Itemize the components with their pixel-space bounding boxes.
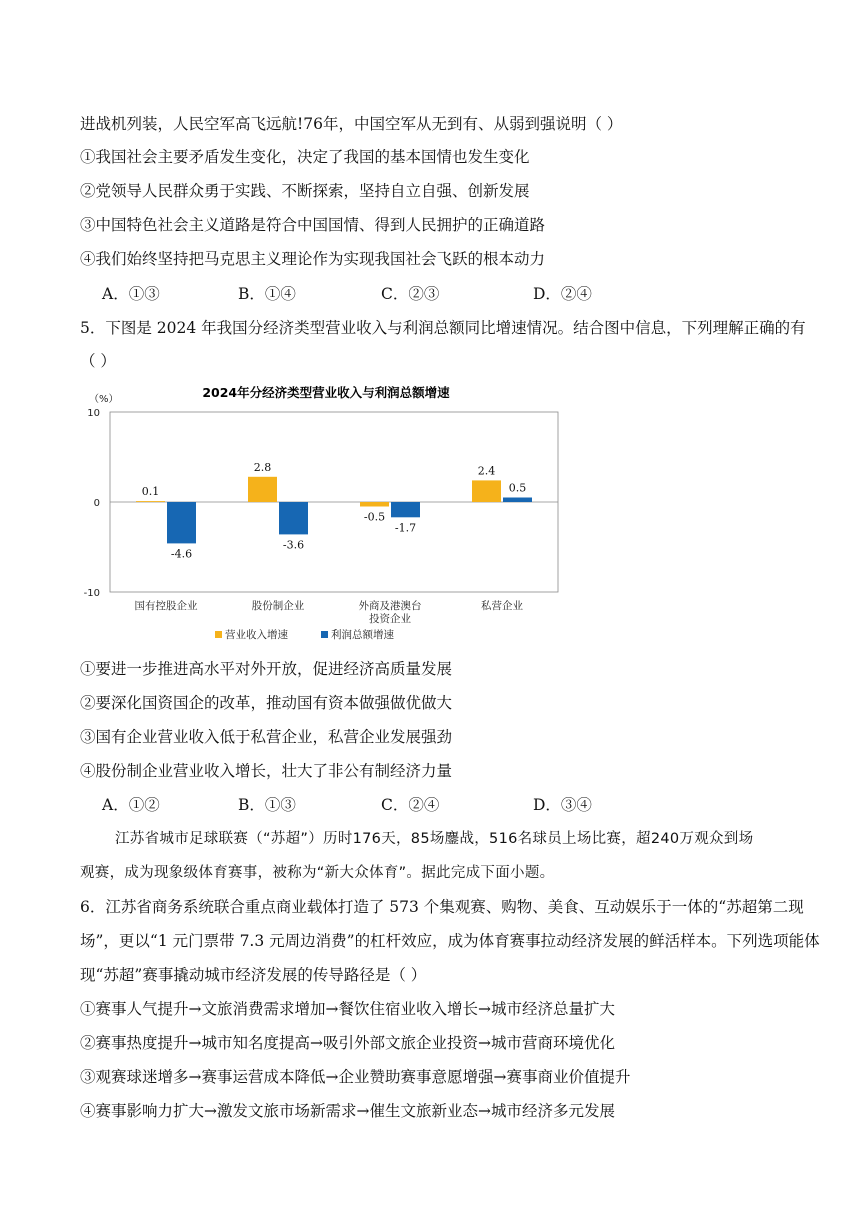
- y-tick-label: 10: [87, 408, 100, 419]
- profit-growth-bar: [391, 502, 420, 517]
- q5-stem-line-1: 5．下图是 2024 年我国分经济类型营业收入与利润总额同比增速情况。结合图中信息，下列理解正确的有: [80, 319, 806, 337]
- q4-statement-3: ③中国特色社会主义道路是符合中国国情、得到人民拥护的正确道路: [80, 216, 546, 234]
- passage-line-2: 观赛，成为现象级体育赛事，被称为“新大众体育”。据此完成下面小题。: [80, 865, 555, 881]
- bar-value-label: -3.6: [282, 538, 305, 552]
- q5-statement-4: ④股份制企业营业收入增长，壮大了非公有制经济力量: [80, 762, 453, 780]
- q6-statement-3: ③观赛球迷增多→赛事运营成本降低→企业赞助赛事意愿增强→赛事商业价值提升: [80, 1068, 631, 1086]
- q4-statement-1: ①我国社会主要矛盾发生变化，决定了我国的基本国情也发生变化: [80, 148, 530, 166]
- revenue-growth-bar: [136, 501, 165, 502]
- category-label: 股份制企业: [251, 600, 305, 612]
- profit-growth-bar: [279, 502, 308, 534]
- bar-value-label: -0.5: [363, 510, 386, 524]
- q5-option-c[interactable]: C．②④: [381, 796, 440, 814]
- q6-statement-1: ①赛事人气提升→文旅消费需求增加→餐饮住宿业收入增长→城市经济总量扩大: [80, 1000, 615, 1018]
- legend-swatch-profit: [321, 631, 328, 638]
- category-label: 私营企业: [481, 600, 523, 612]
- legend-label-profit: 利润总额增速: [331, 629, 394, 641]
- q5-statement-2: ②要深化国资国企的改革，推动国有资本做强做优做大: [80, 694, 453, 712]
- y-tick-label: 0: [93, 498, 100, 509]
- category-label: 外商及港澳台: [358, 600, 422, 612]
- y-axis-unit: （%）: [89, 394, 119, 405]
- plot-area: [110, 412, 558, 625]
- q6-stem-line-1: 6．江苏省商务系统联合重点商业载体打造了 573 个集观赛、购物、美食、互动娱乐于一体的“苏超第二现: [80, 898, 804, 916]
- bar-value-label: 2.8: [253, 460, 272, 474]
- bar-value-label: -4.6: [170, 547, 193, 561]
- category-label: 投资企业: [369, 613, 411, 625]
- q5-statement-1: ①要进一步推进高水平对外开放，促进经济高质量发展: [80, 660, 453, 678]
- q6-stem-line-3: 现“苏超”赛事撬动城市经济发展的传导路径是（ ）: [80, 966, 427, 984]
- revenue-growth-bar: [360, 502, 389, 507]
- q6-statement-2: ②赛事热度提升→城市知名度提高→吸引外部文旅企业投资→城市营商环境优化: [80, 1034, 615, 1052]
- legend-label-revenue: 营业收入增速: [225, 629, 288, 641]
- bar-value-label: -1.7: [394, 521, 417, 535]
- q4-option-a[interactable]: A．①③: [102, 285, 160, 303]
- revenue-growth-bar: [248, 477, 277, 502]
- growth-chart: [76, 378, 564, 650]
- passage-line-1: 江苏省城市足球联赛（“苏超”）历时176天，85场鏖战，516名球员上场比赛，超240万观众到场: [115, 831, 754, 847]
- bar-value-label: 0.1: [141, 485, 160, 499]
- q4-statement-4: ④我们始终坚持把马克思主义理论作为实现我国社会飞跃的根本动力: [80, 250, 546, 268]
- category-label: 国有控股企业: [134, 600, 198, 612]
- chart-title: 2024年分经济类型营业收入与利润总额增速: [202, 385, 450, 400]
- bar-value-label: 2.4: [477, 464, 496, 478]
- q4-stem-tail: 进战机列装，人民空军高飞远航!76年，中国空军从无到有、从弱到强说明（ ）: [80, 115, 623, 133]
- q4-statement-2: ②党领导人民群众勇于实践、不断探索，坚持自立自强、创新发展: [80, 182, 530, 200]
- legend-swatch-revenue: [215, 631, 222, 638]
- q4-option-b[interactable]: B．①④: [238, 285, 296, 303]
- revenue-growth-bar: [472, 480, 501, 502]
- q4-option-d[interactable]: D．②④: [533, 285, 592, 303]
- profit-growth-bar: [503, 498, 532, 503]
- q5-option-d[interactable]: D．③④: [533, 796, 592, 814]
- chart-legend: [215, 628, 394, 641]
- q5-statement-3: ③国有企业营业收入低于私营企业，私营企业发展强劲: [80, 728, 453, 746]
- q5-stem-line-2: （ ）: [80, 352, 116, 370]
- q4-option-c[interactable]: C．②③: [381, 285, 440, 303]
- q6-statement-4: ④赛事影响力扩大→激发文旅市场新需求→催生文旅新业态→城市经济多元发展: [80, 1102, 615, 1120]
- q6-stem-line-2: 场”，更以“1 元门票带 7.3 元周边消费”的杠杆效应，成为体育赛事拉动经济发展的鲜活样本。下列选项能体: [80, 932, 820, 950]
- bar-value-label: 0.5: [508, 481, 527, 495]
- profit-growth-bar: [167, 502, 196, 543]
- q5-option-a[interactable]: A．①②: [102, 796, 160, 814]
- chart-svg: [76, 378, 564, 650]
- y-tick-label: -10: [83, 588, 100, 599]
- q5-option-b[interactable]: B．①③: [238, 796, 296, 814]
